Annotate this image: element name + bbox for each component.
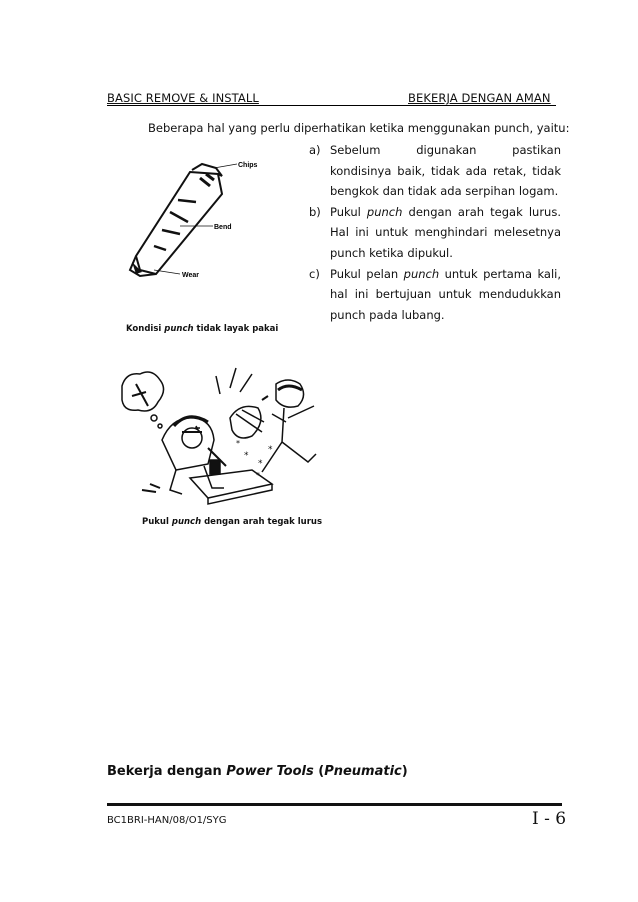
svg-text:*: * <box>268 445 273 455</box>
label-chips: Chips <box>238 162 258 169</box>
header-right: BEKERJA DENGAN AMAN <box>408 91 551 105</box>
precaution-list <box>309 140 561 325</box>
list-marker: a) <box>309 143 321 157</box>
list-emphasis: punch <box>366 204 403 219</box>
list-item <box>309 140 561 202</box>
list-item <box>309 202 561 264</box>
list-item <box>309 264 561 326</box>
intro-text: Beberapa hal yang perlu diperhatikan ketika menggunakan punch, yaitu: <box>148 121 570 135</box>
label-wear: Wear <box>182 272 199 279</box>
figure2-caption: Pukul punch dengan arah tegak lurus <box>142 517 323 527</box>
svg-text:*: * <box>236 439 240 448</box>
list-text: Sebelum digunakan pastikan kondisinya baik, tidak ada retak, tidak bengkok dan tidak ada serpihan logam. <box>330 143 561 199</box>
list-text: Pukul <box>330 204 367 219</box>
header-left: BASIC REMOVE & INSTALL <box>107 91 259 105</box>
footer-doc-code: BC1BRI-HAN/08/O1/SYG <box>107 815 227 826</box>
page-number: I - 6 <box>532 809 567 829</box>
list-emphasis: punch <box>403 266 440 281</box>
header-rule <box>107 105 556 106</box>
damaged-punch-illustration <box>118 150 268 290</box>
footer-rule <box>107 803 562 806</box>
svg-text:*: * <box>256 471 260 480</box>
list-marker: b) <box>309 204 321 219</box>
svg-text:*: * <box>258 459 263 469</box>
list-marker: c) <box>309 266 320 281</box>
label-bend: Bend <box>214 224 232 231</box>
figure1-caption: Kondisi punch tidak layak pakai <box>126 324 279 334</box>
list-text: Pukul pelan <box>330 266 404 281</box>
section-heading: Bekerja dengan Power Tools (Pneumatic) <box>107 764 408 779</box>
list-text: untuk pertama kali, hal ini bertujuan untuk mendudukkan punch pada lubang. <box>330 266 562 322</box>
hammering-punch-illustration <box>112 362 332 512</box>
list-text: dengan arah tegak lurus. Hal ini untuk menghindari melesetnya punch ketika dipukul. <box>330 204 561 260</box>
svg-text:*: * <box>244 451 249 461</box>
